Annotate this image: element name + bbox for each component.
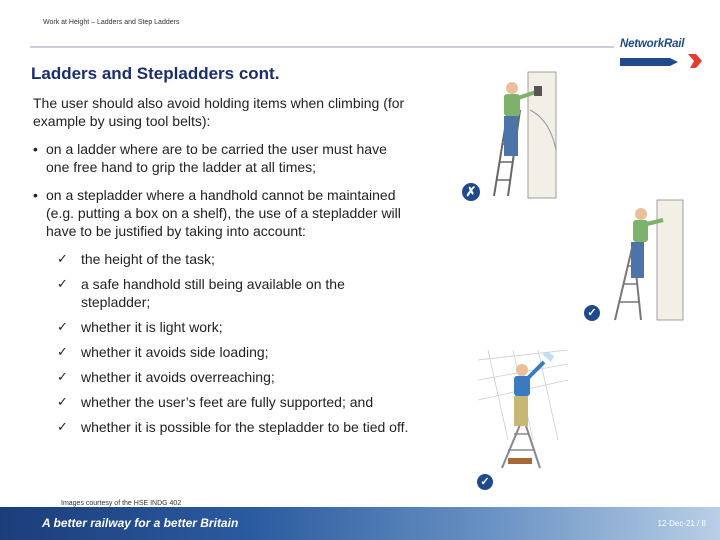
footer-date-page: 12-Dec-21 / 8 [657,519,706,528]
illustration-ceiling-stepladder [478,350,568,470]
check-text: whether it avoids side loading; [81,344,269,360]
right-mark: ✓ [584,305,600,321]
bullet-dot: • [33,141,38,157]
intro-text: The user should also avoid holding items when climbing (for example by using tool belts): [33,95,405,129]
check-text: whether it avoids overreaching; [81,369,275,385]
bullet-text: on a stepladder where a handhold cannot be maintained (e.g. putting a box on a shelf), the use of a stepladder will have to be justified by taking into account: [46,187,401,239]
image-credit: Images courtesy of the HSE INDG 402 [61,500,182,507]
check-icon: ✓ [57,319,68,334]
check-list [33,250,413,436]
check-text: whether it is possible for the stepladder to be tied off. [81,419,409,435]
slide-title: Ladders and Stepladders cont. [31,64,280,83]
bullet-dot: • [33,187,38,203]
content [33,94,413,443]
check-item [57,250,413,268]
check-icon: ✓ [57,344,68,359]
check-item [57,318,413,336]
footer-tagline: A better railway for a better Britain [42,516,239,530]
footer-bar [0,507,720,540]
check-icon: ✓ [57,394,68,409]
check-text: whether the user’s feet are fully supported; and [81,394,374,410]
check-text: the height of the task; [81,251,215,267]
illustration-ladder-wrong [480,70,560,200]
bullet-item [33,140,413,176]
check-icon: ✓ [57,276,68,291]
logo-text: NetworkRail [620,38,685,50]
check-text: whether it is light work; [81,319,223,335]
bullet-item [33,186,413,240]
logo-arrows-icon [620,52,702,70]
right-mark: ✓ [477,474,493,490]
check-item [57,418,413,436]
check-item [57,368,413,386]
top-label: Work at Height – Ladders and Step Ladders [43,19,180,26]
check-item [57,393,413,411]
check-icon: ✓ [57,369,68,384]
check-icon: ✓ [57,251,68,266]
check-icon: ✓ [57,419,68,434]
illustration-stepladder-right [605,198,685,323]
check-item [57,343,413,361]
bullet-text: on a ladder where are to be carried the user must have one free hand to grip the ladder at all times; [46,141,387,175]
check-text: a safe handhold still being available on the stepladder; [81,276,345,310]
network-rail-logo [620,36,702,70]
top-rule [30,46,614,48]
wrong-mark: ✗ [462,183,480,201]
check-item [57,275,413,311]
